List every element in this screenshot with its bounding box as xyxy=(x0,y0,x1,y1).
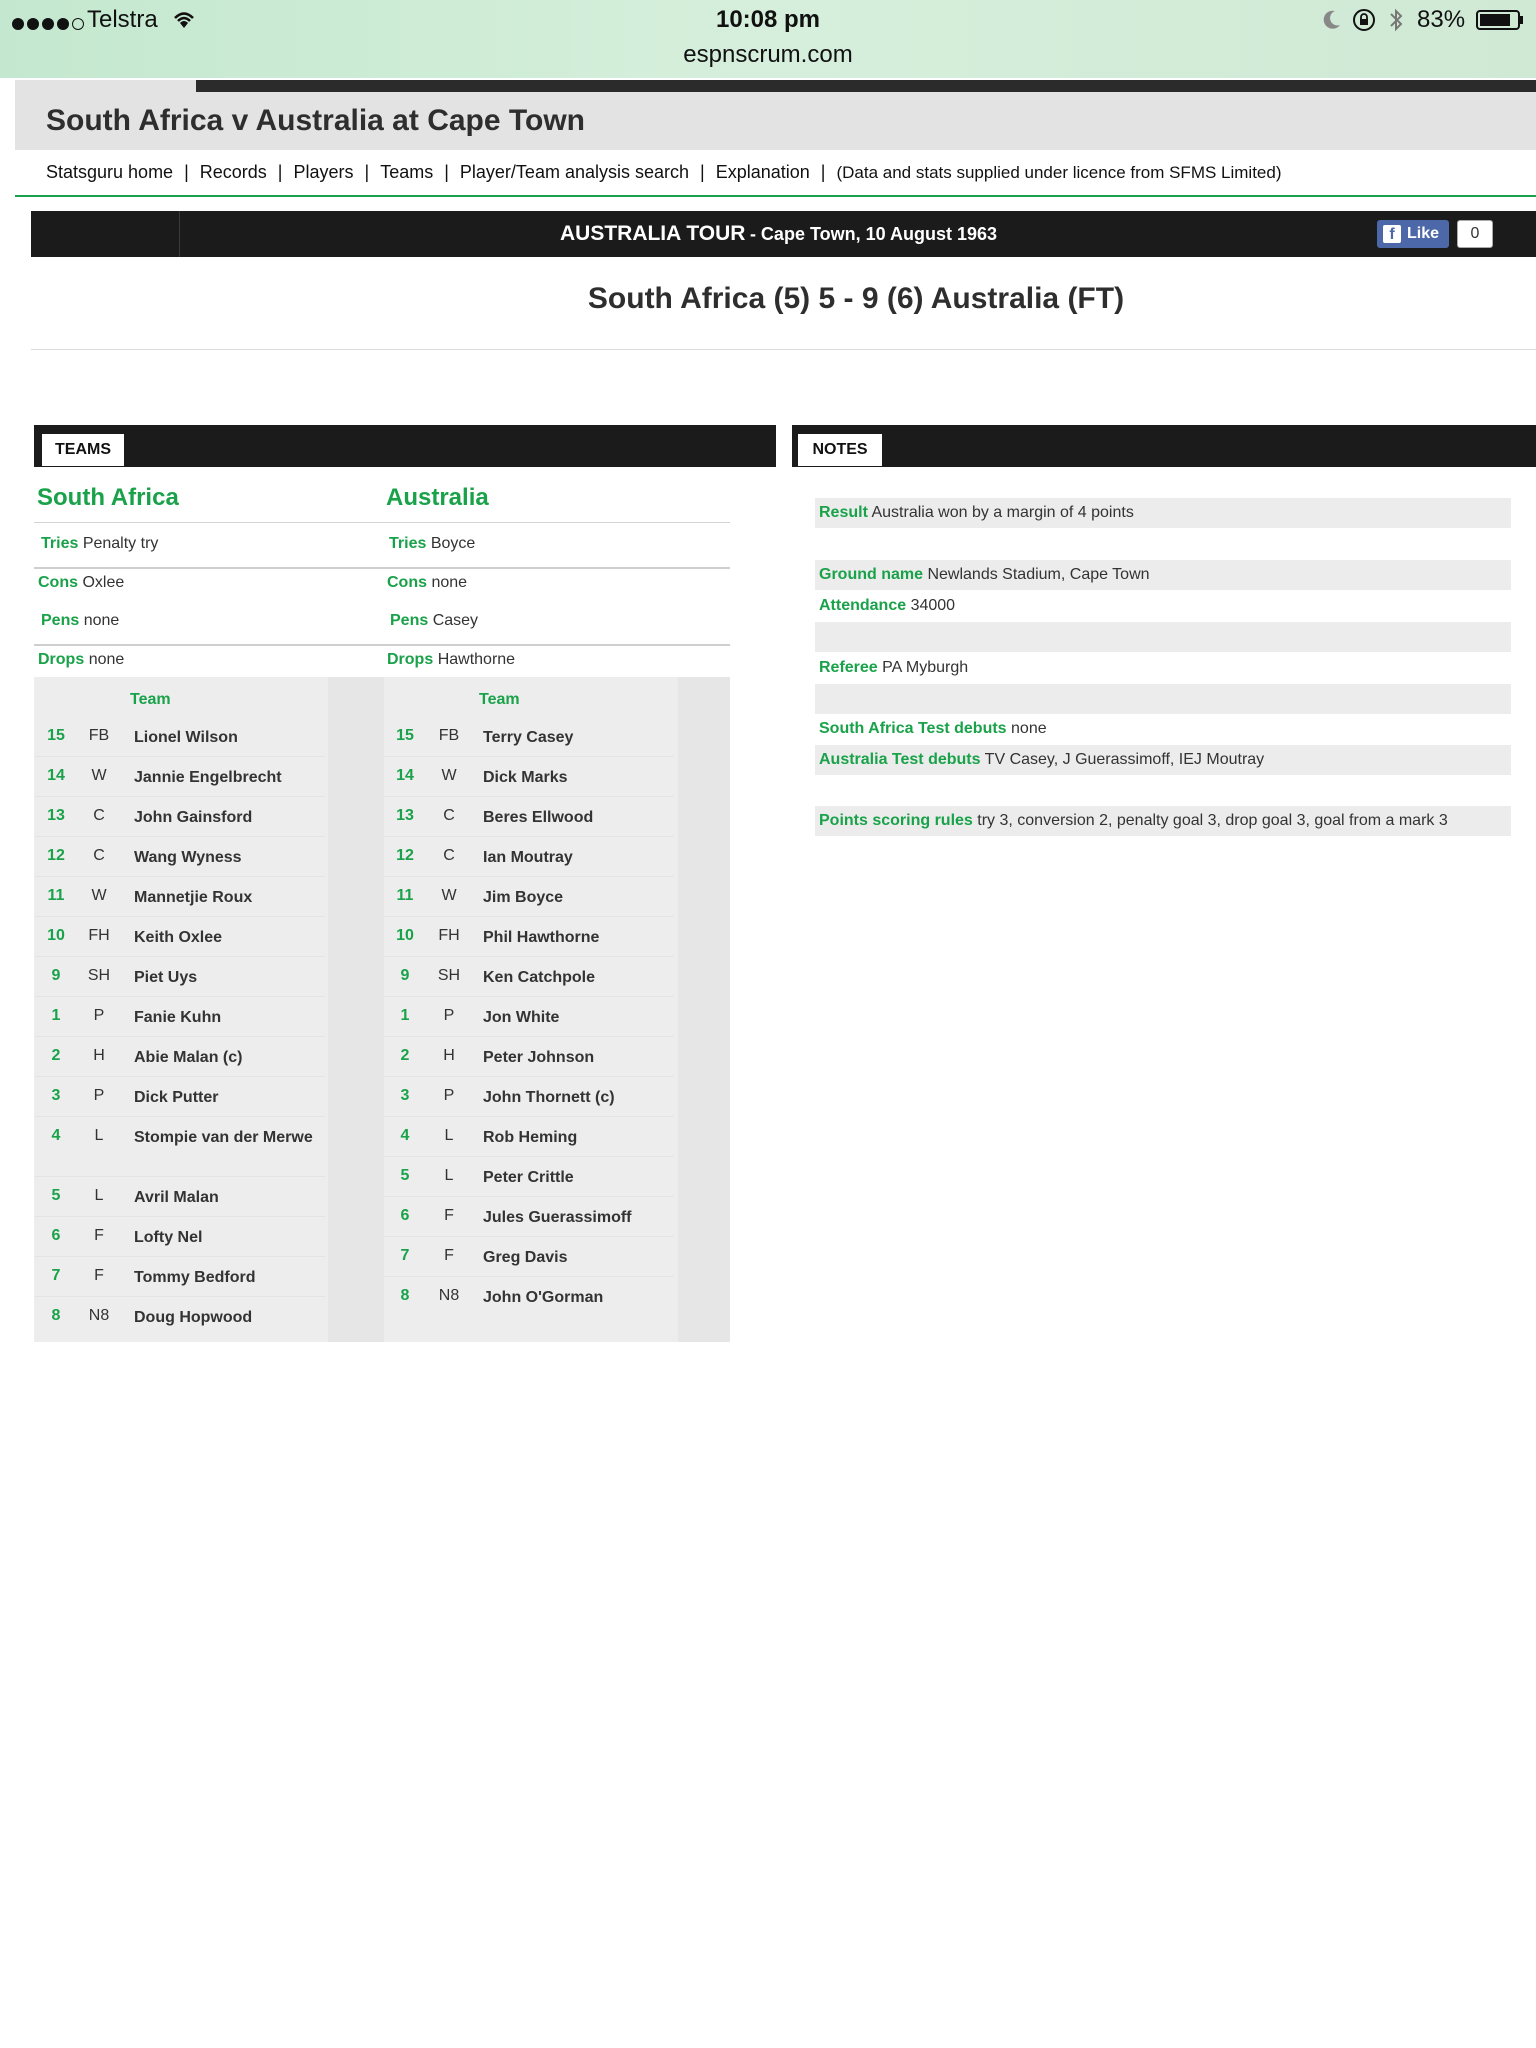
player-position: W xyxy=(91,767,107,784)
row-divider xyxy=(35,1036,325,1037)
player-number: 2 xyxy=(51,1047,61,1064)
note-value: Australia won by a margin of 4 points xyxy=(871,504,1134,521)
tab-teams[interactable]: TEAMS xyxy=(42,434,124,466)
player-name[interactable]: Jon White xyxy=(483,1009,560,1026)
row-divider xyxy=(35,1076,325,1077)
player-number: 12 xyxy=(396,847,414,864)
away-team-name: Australia xyxy=(386,484,489,511)
player-number: 15 xyxy=(396,727,414,744)
note-row xyxy=(815,806,1511,836)
match-title xyxy=(180,211,1377,257)
player-name[interactable]: Piet Uys xyxy=(134,969,198,986)
note-text xyxy=(819,498,1134,528)
row-divider xyxy=(384,1076,674,1077)
player-number: 14 xyxy=(47,767,65,784)
player-position: W xyxy=(441,887,457,904)
player-number: 10 xyxy=(396,927,414,944)
nav-separator: | xyxy=(364,162,370,182)
player-number: 13 xyxy=(396,807,414,824)
player-name[interactable]: Jules Guerassimoff xyxy=(483,1209,632,1226)
player-number: 2 xyxy=(400,1047,410,1064)
player-position: H xyxy=(93,1047,105,1064)
player-name[interactable]: Peter Crittle xyxy=(483,1169,574,1186)
url-bar[interactable]: espnscrum.com xyxy=(683,41,853,68)
player-name[interactable]: Peter Johnson xyxy=(483,1049,595,1066)
nav-separator: | xyxy=(184,162,189,182)
player-name[interactable]: Phil Hawthorne xyxy=(483,929,600,946)
note-label: South Africa Test debuts xyxy=(819,720,1007,737)
player-name[interactable]: Rob Heming xyxy=(483,1129,578,1146)
row-divider xyxy=(35,876,325,877)
row-divider xyxy=(384,1156,674,1157)
player-number: 11 xyxy=(47,887,65,904)
divider xyxy=(34,522,730,523)
note-label: Ground name xyxy=(819,566,924,583)
player-number: 7 xyxy=(400,1247,410,1264)
nav-explanation[interactable]: Explanation xyxy=(715,162,810,182)
away-team-column-header: Team xyxy=(479,691,520,708)
nav-separator: | xyxy=(700,162,705,182)
player-position: L xyxy=(444,1127,454,1144)
note-text xyxy=(819,591,955,621)
note-text xyxy=(819,560,1150,590)
player-position: N8 xyxy=(88,1307,110,1324)
note-text xyxy=(819,745,1264,775)
player-number: 11 xyxy=(396,887,414,904)
nav-records[interactable]: Records xyxy=(199,162,267,182)
nav-separator: | xyxy=(444,162,449,182)
row-divider xyxy=(35,1216,325,1217)
tour-name: AUSTRALIA TOUR xyxy=(559,222,746,245)
player-position: N8 xyxy=(438,1287,460,1304)
statsguru-nav xyxy=(46,162,1282,183)
carrier-name: Telstra xyxy=(87,6,158,33)
nav-separator: | xyxy=(820,162,826,182)
note-spacer xyxy=(815,684,1511,714)
home-cons: Cons Oxlee xyxy=(38,574,125,591)
away-cons: Cons none xyxy=(387,574,468,591)
player-number: 5 xyxy=(400,1167,410,1184)
player-position: F xyxy=(94,1267,104,1284)
row-divider xyxy=(384,996,674,997)
home-team-name: South Africa xyxy=(37,484,179,511)
note-label: Referee xyxy=(819,659,878,676)
player-name[interactable]: Fanie Kuhn xyxy=(134,1009,222,1026)
player-name[interactable]: Tommy Bedford xyxy=(134,1269,256,1286)
moon-icon xyxy=(1322,9,1342,36)
player-name[interactable]: Wang Wyness xyxy=(134,849,242,866)
player-position: P xyxy=(93,1087,105,1104)
player-name[interactable]: Greg Davis xyxy=(483,1249,568,1266)
row-divider xyxy=(35,836,325,837)
player-name[interactable]: John Gainsford xyxy=(134,809,253,826)
player-position: FB xyxy=(88,727,110,744)
row-divider xyxy=(384,1036,674,1037)
note-value: try 3, conversion 2, penalty goal 3, drop goal 3, goal from a mark 3 xyxy=(977,812,1448,829)
nav-separator: | xyxy=(277,162,283,182)
home-tries: Tries Penalty try xyxy=(41,535,159,552)
player-position: SH xyxy=(87,967,111,984)
away-pens: Pens Casey xyxy=(390,612,479,629)
player-name[interactable]: John O'Gorman xyxy=(483,1289,604,1306)
player-position: FH xyxy=(88,927,110,944)
home-team-column-header: Team xyxy=(130,691,171,708)
away-drops: Drops Hawthorne xyxy=(387,651,516,668)
player-name[interactable]: John Thornett (c) xyxy=(483,1089,615,1106)
player-name[interactable]: Ian Moutray xyxy=(483,849,573,866)
note-row xyxy=(815,745,1511,775)
player-number: 13 xyxy=(47,807,65,824)
player-position: L xyxy=(444,1167,454,1184)
player-position: W xyxy=(441,767,457,784)
player-name[interactable]: Lionel Wilson xyxy=(134,729,238,746)
player-position: FH xyxy=(438,927,460,944)
row-divider xyxy=(35,796,325,797)
match-score: South Africa (5) 5 - 9 (6) Australia (FT) xyxy=(587,282,1125,315)
player-number: 4 xyxy=(400,1127,410,1144)
player-number: 3 xyxy=(400,1087,410,1104)
player-position: C xyxy=(443,807,455,824)
rotation-lock-icon xyxy=(1351,7,1377,38)
player-number: 1 xyxy=(51,1007,61,1024)
note-spacer xyxy=(815,622,1511,652)
row-divider xyxy=(384,916,674,917)
player-number: 6 xyxy=(400,1207,410,1224)
note-label: Attendance xyxy=(819,597,907,614)
player-name[interactable]: Lofty Nel xyxy=(134,1229,203,1246)
away-tries: Tries Boyce xyxy=(389,535,476,552)
player-position: P xyxy=(443,1007,455,1024)
player-number: 8 xyxy=(51,1307,61,1324)
licence-note: (Data and stats supplied under licence from SFMS Limited) xyxy=(836,163,1282,182)
note-row xyxy=(815,591,1511,621)
teams-section-bar xyxy=(34,425,776,467)
clock: 10:08 pm xyxy=(715,6,821,33)
player-number: 14 xyxy=(396,767,414,784)
header-strip xyxy=(196,80,1536,92)
like-label: Like xyxy=(1407,225,1440,242)
row-divider xyxy=(384,956,674,957)
player-number: 15 xyxy=(47,727,65,744)
note-value: 34000 xyxy=(910,597,956,614)
player-number: 9 xyxy=(400,967,410,984)
row-divider xyxy=(384,796,674,797)
player-position: C xyxy=(443,847,455,864)
player-position: F xyxy=(444,1207,454,1224)
facebook-like-button[interactable] xyxy=(1377,220,1449,248)
player-name[interactable]: Beres Ellwood xyxy=(483,809,594,826)
player-number: 1 xyxy=(400,1007,410,1024)
row-divider xyxy=(35,996,325,997)
player-name[interactable]: Doug Hopwood xyxy=(134,1309,253,1326)
note-text xyxy=(819,653,968,683)
player-name[interactable]: Keith Oxlee xyxy=(134,929,223,946)
status-bar xyxy=(0,0,1536,78)
player-position: H xyxy=(443,1047,455,1064)
bluetooth-icon xyxy=(1388,7,1404,38)
player-position: C xyxy=(93,847,105,864)
player-name[interactable]: Dick Putter xyxy=(134,1089,219,1106)
player-position: L xyxy=(94,1187,104,1204)
player-position: F xyxy=(94,1227,104,1244)
player-number: 10 xyxy=(47,927,65,944)
note-spacer xyxy=(815,529,1511,559)
row-divider xyxy=(35,1116,325,1117)
lineup-gutter xyxy=(678,677,730,1342)
note-row xyxy=(815,653,1511,683)
note-row xyxy=(815,714,1511,744)
player-number: 6 xyxy=(51,1227,61,1244)
note-spacer xyxy=(815,776,1511,806)
divider xyxy=(34,567,730,569)
note-label: Result xyxy=(819,504,868,521)
note-row xyxy=(815,560,1511,590)
player-name[interactable]: Jim Boyce xyxy=(483,889,564,906)
notes-section-bar xyxy=(792,425,1536,467)
row-divider xyxy=(35,916,325,917)
player-number: 7 xyxy=(51,1267,61,1284)
row-divider xyxy=(35,956,325,957)
player-position: C xyxy=(93,807,105,824)
battery-percent: 83% xyxy=(1417,6,1466,33)
note-value: TV Casey, J Guerassimoff, IEJ Moutray xyxy=(984,751,1265,768)
nav-statsguru-home[interactable]: Statsguru home xyxy=(46,162,174,182)
player-name[interactable]: Dick Marks xyxy=(483,769,568,786)
player-position: FB xyxy=(438,727,460,744)
note-label: Points scoring rules xyxy=(819,812,973,829)
nav-players[interactable]: Players xyxy=(293,162,354,182)
player-name[interactable]: Ken Catchpole xyxy=(483,969,596,986)
home-pens: Pens none xyxy=(41,612,120,629)
player-position: P xyxy=(443,1087,455,1104)
player-position: W xyxy=(91,887,107,904)
note-row xyxy=(815,498,1511,528)
note-text xyxy=(819,714,1047,744)
facebook-icon: f xyxy=(1383,225,1401,243)
row-divider xyxy=(384,1236,674,1237)
nav-divider xyxy=(15,195,1536,197)
note-text xyxy=(819,806,1448,836)
nav-analysis-search[interactable]: Player/Team analysis search xyxy=(459,162,690,182)
player-position: L xyxy=(94,1127,104,1144)
venue-date: - Cape Town, 10 August 1963 xyxy=(749,224,997,244)
player-number: 9 xyxy=(51,967,61,984)
player-number: 5 xyxy=(51,1187,61,1204)
lineup-gutter xyxy=(328,677,384,1342)
home-drops: Drops none xyxy=(38,651,125,668)
row-divider xyxy=(35,1176,325,1177)
row-divider xyxy=(384,836,674,837)
note-value: Newlands Stadium, Cape Town xyxy=(927,566,1150,583)
player-position: F xyxy=(444,1247,454,1264)
note-label: Australia Test debuts xyxy=(819,751,981,768)
player-name[interactable]: Avril Malan xyxy=(134,1189,219,1206)
player-name[interactable]: Jannie Engelbrecht xyxy=(134,769,282,786)
player-position: P xyxy=(93,1007,105,1024)
player-name[interactable]: Abie Malan (c) xyxy=(134,1049,243,1066)
note-value: PA Myburgh xyxy=(882,659,969,676)
player-number: 8 xyxy=(400,1287,410,1304)
tab-notes[interactable]: NOTES xyxy=(798,434,882,466)
player-name[interactable]: Mannetjie Roux xyxy=(134,889,253,906)
note-value: none xyxy=(1011,720,1047,737)
row-divider xyxy=(384,1196,674,1197)
row-divider xyxy=(384,756,674,757)
divider xyxy=(34,644,730,646)
row-divider xyxy=(384,876,674,877)
player-position: SH xyxy=(437,967,461,984)
battery-icon xyxy=(1476,10,1520,30)
player-number: 12 xyxy=(47,847,65,864)
player-number: 3 xyxy=(51,1087,61,1104)
nav-teams[interactable]: Teams xyxy=(380,162,434,182)
score-divider xyxy=(31,349,1536,350)
row-divider xyxy=(384,1116,674,1117)
row-divider xyxy=(35,1296,325,1297)
row-divider xyxy=(384,1276,674,1277)
row-divider xyxy=(35,756,325,757)
row-divider xyxy=(35,1256,325,1257)
player-name[interactable]: Terry Casey xyxy=(483,729,574,746)
like-count: 0 xyxy=(1457,220,1493,248)
player-name[interactable]: Stompie van der Merwe xyxy=(134,1129,313,1146)
page-title: South Africa v Australia at Cape Town xyxy=(46,104,585,137)
player-number: 4 xyxy=(51,1127,61,1144)
